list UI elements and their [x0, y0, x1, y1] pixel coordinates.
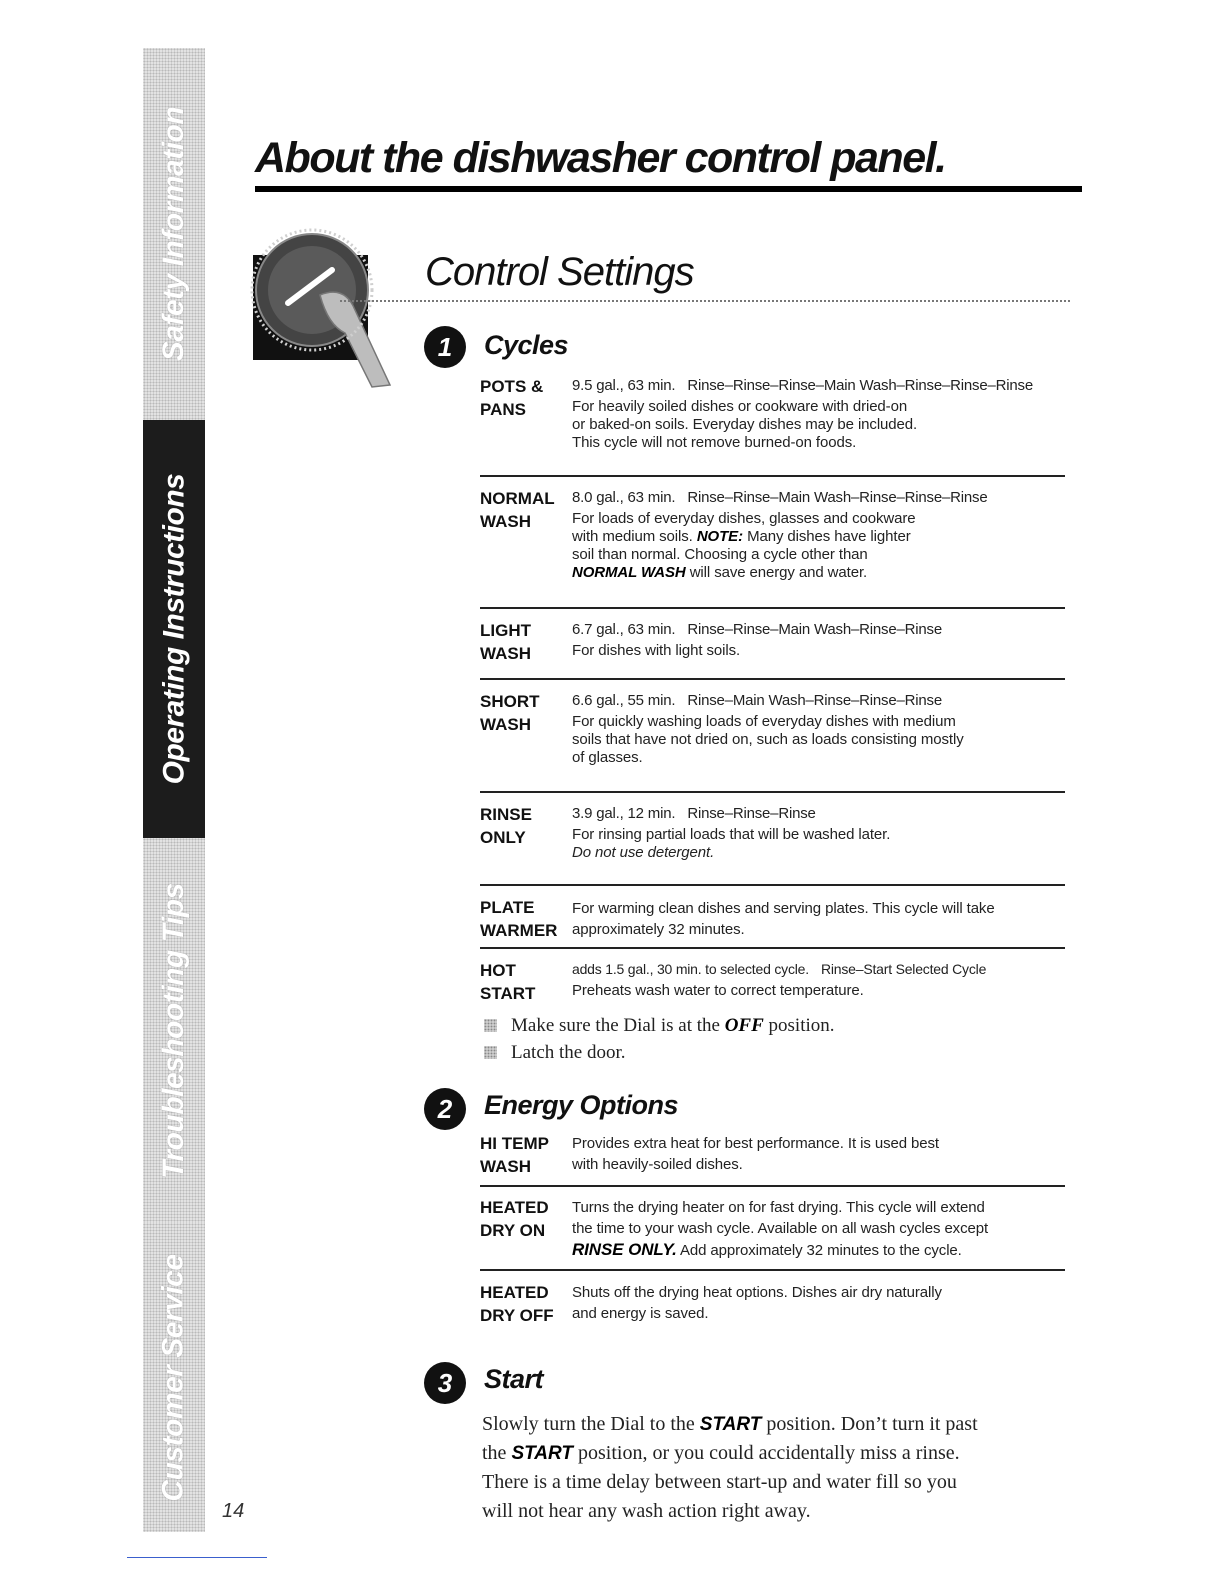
cycle-spec: 8.0 gal., 63 min. Rinse–Rinse–Main Wash–Rinse–Rinse–Rinse: [572, 489, 988, 506]
side-tab-strip: [143, 48, 205, 1532]
option-body: [572, 1197, 1065, 1261]
tab-customer-service[interactable]: [143, 1223, 205, 1534]
divider: [480, 884, 1065, 886]
divider: [480, 475, 1065, 477]
cycle-description: approximately 32 minutes.: [572, 921, 745, 938]
bullet-square-icon: [484, 1019, 497, 1032]
start-instructions: Slowly turn the Dial to the START position. Don’t turn it past the START position, or you could accidentally miss a rinse. There is a time delay between start-up and water fill so you will not hear any wash action right away.: [482, 1413, 978, 1522]
cycle-label: NORMAL WASH: [480, 489, 555, 531]
cycle-label: HOT START: [480, 961, 536, 1003]
option-description: Shuts off the drying heat options. Dishes air dry naturally: [572, 1284, 942, 1301]
cycle-body: [572, 803, 1065, 862]
option-description: RINSE ONLY. Add approximately 32 minutes to the cycle.: [572, 1240, 962, 1259]
cycle-hot-start: [480, 959, 1065, 1011]
cycle-body: [572, 375, 1065, 452]
step-number-badge: 3: [424, 1362, 466, 1404]
cycle-body: [572, 619, 1065, 660]
cycle-description: or baked-on soils. Everyday dishes may be included.: [572, 416, 918, 433]
option-description: with heavily-soiled dishes.: [572, 1156, 743, 1173]
page-number: 14: [222, 1500, 245, 1522]
tab-troubleshooting-tips[interactable]: [143, 838, 205, 1225]
cycle-label: LIGHT WASH: [480, 621, 531, 663]
cycle-description: with medium soils. NOTE: Many dishes have lighter: [572, 528, 911, 545]
option-description: Provides extra heat for best performance. It is used best: [572, 1135, 939, 1152]
cycle-spec: adds 1.5 gal., 30 min. to selected cycle. Rinse–Start Selected Cycle: [572, 961, 987, 977]
dial-hand-icon: [250, 215, 410, 390]
cycles-heading: Cycles: [484, 330, 569, 360]
option-label: HI TEMP WASH: [480, 1134, 549, 1176]
divider: [480, 607, 1065, 609]
cycle-short-wash: [480, 690, 1065, 785]
cycle-spec: 6.7 gal., 63 min. Rinse–Rinse–Main Wash–Rinse–Rinse: [572, 621, 942, 638]
divider: [480, 1269, 1065, 1271]
option-description: the time to your wash cycle. Available on all wash cycles except: [572, 1220, 989, 1237]
option-heated-dry-off: [480, 1281, 1065, 1331]
cycle-label: RINSE ONLY: [480, 805, 532, 847]
cycle-light-wash: [480, 619, 1065, 669]
cycle-description: of glasses.: [572, 749, 643, 766]
cycle-description: Preheats wash water to correct temperature.: [572, 982, 864, 999]
tab-safety-information[interactable]: [143, 48, 205, 422]
option-label: HEATED DRY OFF: [480, 1283, 554, 1325]
start-heading: Start: [484, 1364, 544, 1394]
tab-label: Operating Instructions: [157, 473, 191, 785]
cycle-description: soils that have not dried on, such as loads consisting mostly: [572, 731, 964, 748]
cycle-description: soil than normal. Choosing a cycle other than: [572, 546, 868, 563]
cycle-spec: 9.5 gal., 63 min. Rinse–Rinse–Rinse–Main Wash–Rinse–Rinse–Rinse: [572, 377, 1033, 394]
cycle-spec: 3.9 gal., 12 min. Rinse–Rinse–Rinse: [572, 805, 816, 822]
cycle-description: For rinsing partial loads that will be washed later.: [572, 826, 891, 843]
bottom-edge-line: [127, 1557, 267, 1558]
cycle-body: [572, 959, 1065, 1000]
cycle-warning: Do not use detergent.: [572, 844, 715, 861]
cycle-normal-wash: [480, 487, 1065, 602]
cycle-description: For loads of everyday dishes, glasses and cookware: [572, 510, 916, 527]
title-rule: [255, 186, 1082, 192]
tab-label: Customer Service: [157, 1253, 190, 1502]
bullet-square-icon: [484, 1046, 497, 1059]
tab-operating-instructions[interactable]: [143, 420, 205, 840]
instruction-bullet: Latch the door.: [484, 1042, 626, 1064]
cycle-rinse-only: [480, 803, 1065, 878]
instruction-bullet: Make sure the Dial is at the OFF position.: [484, 1015, 835, 1037]
cycle-body: [572, 690, 1065, 767]
option-body: [572, 1133, 1065, 1175]
cycle-label: PLATE WARMER: [480, 898, 558, 940]
cycle-description: NORMAL WASH will save energy and water.: [572, 564, 868, 581]
divider: [480, 791, 1065, 793]
step-number-badge: 2: [424, 1088, 466, 1130]
cycle-description: For heavily soiled dishes or cookware with dried-on: [572, 398, 908, 415]
cycle-pots-pans: [480, 375, 1065, 470]
cycle-label: POTS & PANS: [480, 377, 544, 419]
option-heated-dry-on: [480, 1196, 1065, 1261]
step-number-badge: 1: [424, 326, 466, 368]
option-body: [572, 1282, 1065, 1324]
section-title: Control Settings: [425, 250, 694, 294]
cycle-description: For dishes with light soils.: [572, 642, 741, 659]
cycle-body: [572, 898, 1065, 940]
cycle-body: [572, 487, 1065, 582]
option-hi-temp-wash: [480, 1132, 1065, 1182]
page-title: About the dishwasher control panel.: [255, 134, 946, 182]
note-label: NOTE:: [696, 528, 743, 545]
option-description: and energy is saved.: [572, 1305, 709, 1322]
section-rule: [340, 300, 1070, 302]
divider: [480, 678, 1065, 680]
option-description: Turns the drying heater on for fast drying. This cycle will extend: [572, 1199, 985, 1216]
cycle-label: SHORT WASH: [480, 692, 540, 734]
divider: [480, 1185, 1065, 1187]
option-label: HEATED DRY ON: [480, 1198, 549, 1240]
cycle-plate-warmer: [480, 896, 1065, 944]
energy-options-heading: Energy Options: [484, 1090, 679, 1120]
cycle-description: For quickly washing loads of everyday dishes with medium: [572, 713, 956, 730]
cycle-description: This cycle will not remove burned-on foods.: [572, 434, 857, 451]
divider: [480, 947, 1065, 949]
cycle-spec: 6.6 gal., 55 min. Rinse–Main Wash–Rinse–Rinse–Rinse: [572, 692, 942, 709]
cycle-description: For warming clean dishes and serving plates. This cycle will take: [572, 900, 995, 917]
tab-label: Safety Information: [157, 106, 190, 362]
tab-label: Troubleshooting Tips: [157, 882, 190, 1179]
